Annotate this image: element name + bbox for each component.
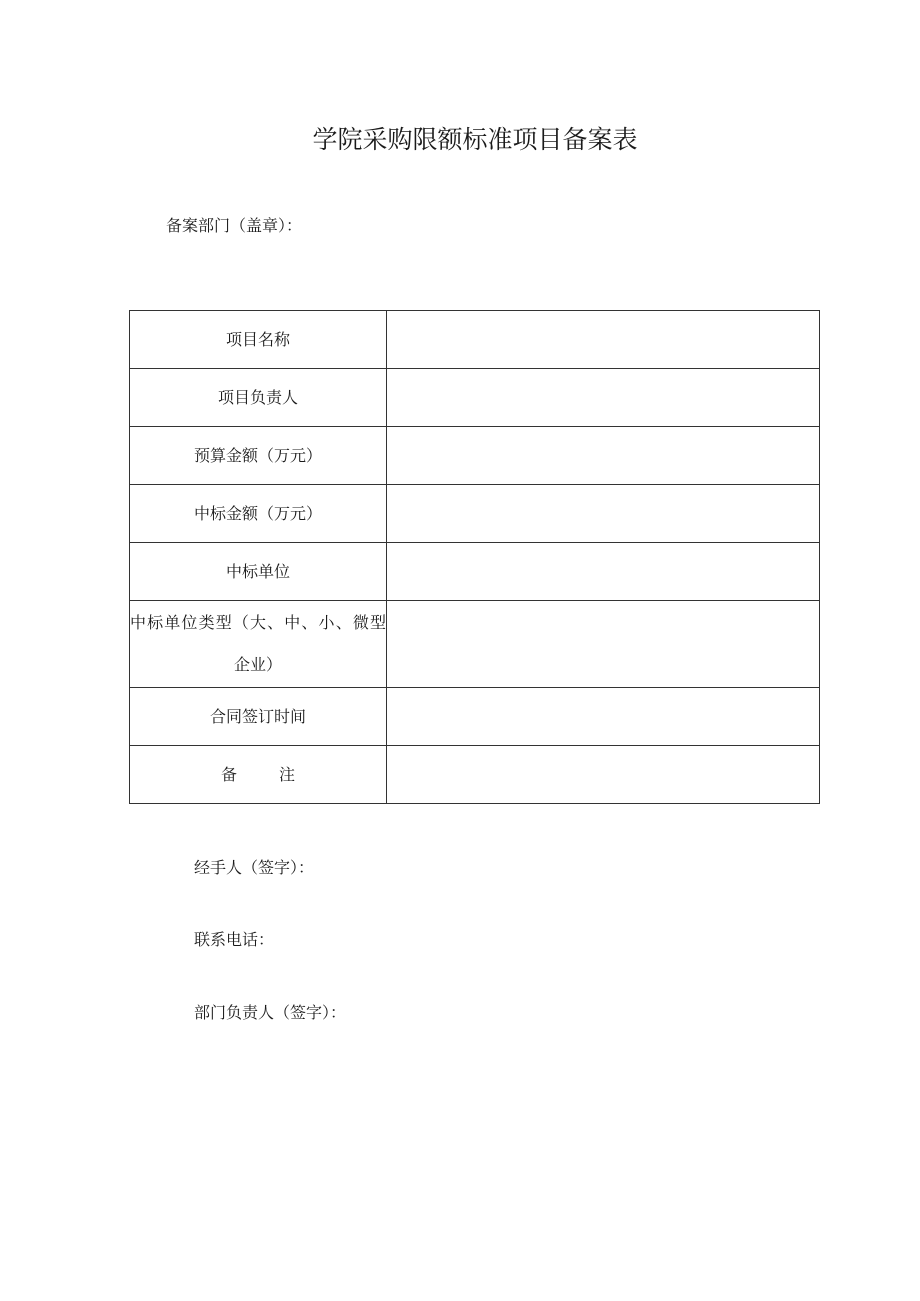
table-row xyxy=(130,688,820,746)
row-label-winning-bidder: 中标单位 xyxy=(130,543,387,601)
row-label-project-leader: 项目负责人 xyxy=(130,369,387,427)
bidder-type-label-line2: 企业） xyxy=(233,655,282,674)
page-title: 学院采购限额标准项目备案表 xyxy=(312,125,638,154)
remarks-field[interactable] xyxy=(387,746,820,804)
table-row xyxy=(130,601,820,688)
handler-signature-label: 经手人（签字）： xyxy=(194,858,315,877)
budget-amount-field[interactable] xyxy=(387,427,820,485)
table-row xyxy=(130,427,820,485)
contact-phone-label: 联系电话： xyxy=(194,930,275,949)
dept-head-signature-label: 部门负责人（签字）： xyxy=(194,1003,347,1022)
remarks-label-text: 备注 xyxy=(221,764,295,784)
row-label-bidder-type xyxy=(130,601,387,688)
table-row xyxy=(130,485,820,543)
project-leader-field[interactable] xyxy=(387,369,820,427)
row-label-winning-amount: 中标金额（万元） xyxy=(130,485,387,543)
bidder-type-field[interactable] xyxy=(387,601,820,688)
department-seal-label: 备案部门（盖章）： xyxy=(166,216,303,235)
table-row xyxy=(130,369,820,427)
bidder-type-label-line1: 中标单位类型（大、中、小、微型 xyxy=(130,613,386,632)
winning-bidder-field[interactable] xyxy=(387,543,820,601)
row-label-budget-amount: 预算金额（万元） xyxy=(130,427,387,485)
row-label-remarks xyxy=(130,746,387,804)
winning-amount-field[interactable] xyxy=(387,485,820,543)
contract-date-field[interactable] xyxy=(387,688,820,746)
filing-table xyxy=(129,310,820,804)
row-label-contract-date: 合同签订时间 xyxy=(130,688,387,746)
row-label-project-name: 项目名称 xyxy=(130,311,387,369)
table-row xyxy=(130,311,820,369)
project-name-field[interactable] xyxy=(387,311,820,369)
table-row xyxy=(130,543,820,601)
table-row xyxy=(130,746,820,804)
